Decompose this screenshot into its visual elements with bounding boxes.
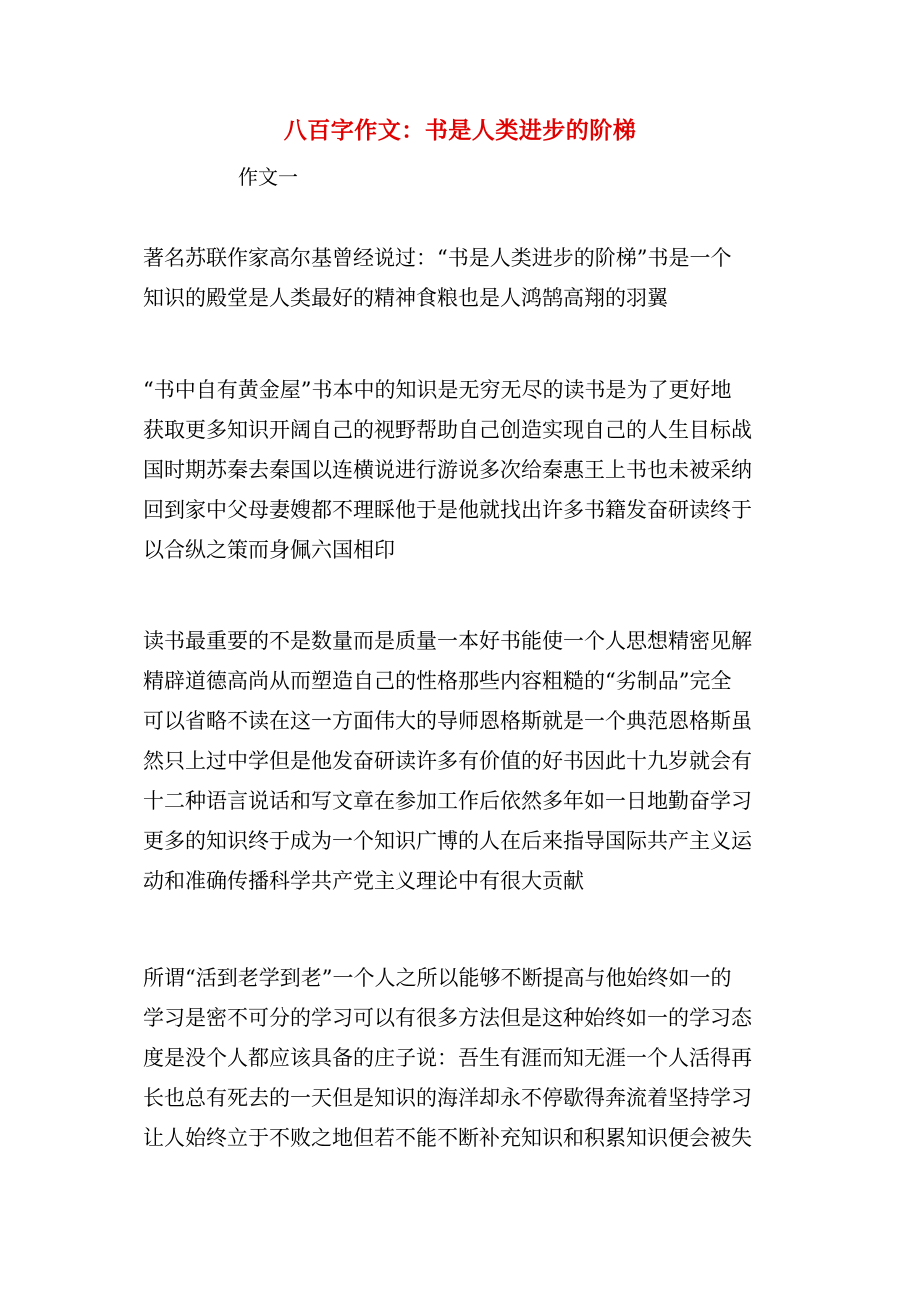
paragraph-line: “书中自有黄金屋”书本中的知识是无穷无尽的读书是为了更好地 (143, 378, 732, 402)
paragraph-line: 然只上过中学但是他发奋研读许多有价值的好书因此十九岁就会有 (143, 749, 752, 773)
paragraph-line: 读书最重要的不是数量而是质量一本好书能使一个人思想精密见解 (143, 629, 752, 653)
paragraph-line: 度是没个人都应该具备的庄子说：吾生有涯而知无涯一个人活得再 (143, 1046, 752, 1070)
paragraph-line: 学习是密不可分的学习可以有很多方法但是这种始终如一的学习态 (143, 1006, 752, 1030)
paragraph-2 (143, 370, 783, 570)
page-title: 八百字作文：书是人类进步的阶梯 (283, 117, 637, 144)
paragraph-line: 国时期苏秦去秦国以连横说进行游说多次给秦惠王上书也未被采纳 (143, 458, 752, 482)
paragraph-line: 十二种语言说话和写文章在参加工作后依然多年如一日地勤奋学习 (143, 789, 752, 813)
paragraph-line: 更多的知识终于成为一个知识广博的人在后来指导国际共产主义运 (143, 829, 752, 853)
paragraph-line: 动和准确传播科学共产党主义理论中有很大贡献 (143, 869, 584, 893)
paragraph-line: 可以省略不读在这一方面伟大的导师恩格斯就是一个典范恩格斯虽 (143, 709, 752, 733)
paragraph-line: 所谓“活到老学到老”一个人之所以能够不断提高与他始终如一的 (143, 966, 732, 990)
paragraph-line: 长也总有死去的一天但是知识的海洋却永不停歇得奔流着坚持学习 (143, 1086, 752, 1110)
paragraph-line: 获取更多知识开阔自己的视野帮助自己创造实现自己的人生目标战 (143, 418, 752, 442)
paragraph-line: 精辟道德高尚从而塑造自己的性格那些内容粗糙的“劣制品”完全 (143, 669, 732, 693)
paragraph-line: 著名苏联作家高尔基曾经说过：“书是人类进步的阶梯”书是一个 (143, 246, 732, 270)
paragraph-line: 知识的殿堂是人类最好的精神食粮也是人鸿鹄高翔的羽翼 (143, 286, 668, 310)
paragraph-3 (143, 621, 783, 901)
paragraph-1 (143, 238, 783, 318)
essay-subtitle: 作文一 (238, 165, 298, 189)
paragraph-line: 以合纵之策而身佩六国相印 (143, 538, 395, 562)
paragraph-4 (143, 958, 783, 1158)
paragraph-line: 让人始终立于不败之地但若不能不断补充知识和积累知识便会被失 (143, 1126, 752, 1150)
paragraph-line: 回到家中父母妻嫂都不理睬他于是他就找出许多书籍发奋研读终于 (143, 498, 752, 522)
